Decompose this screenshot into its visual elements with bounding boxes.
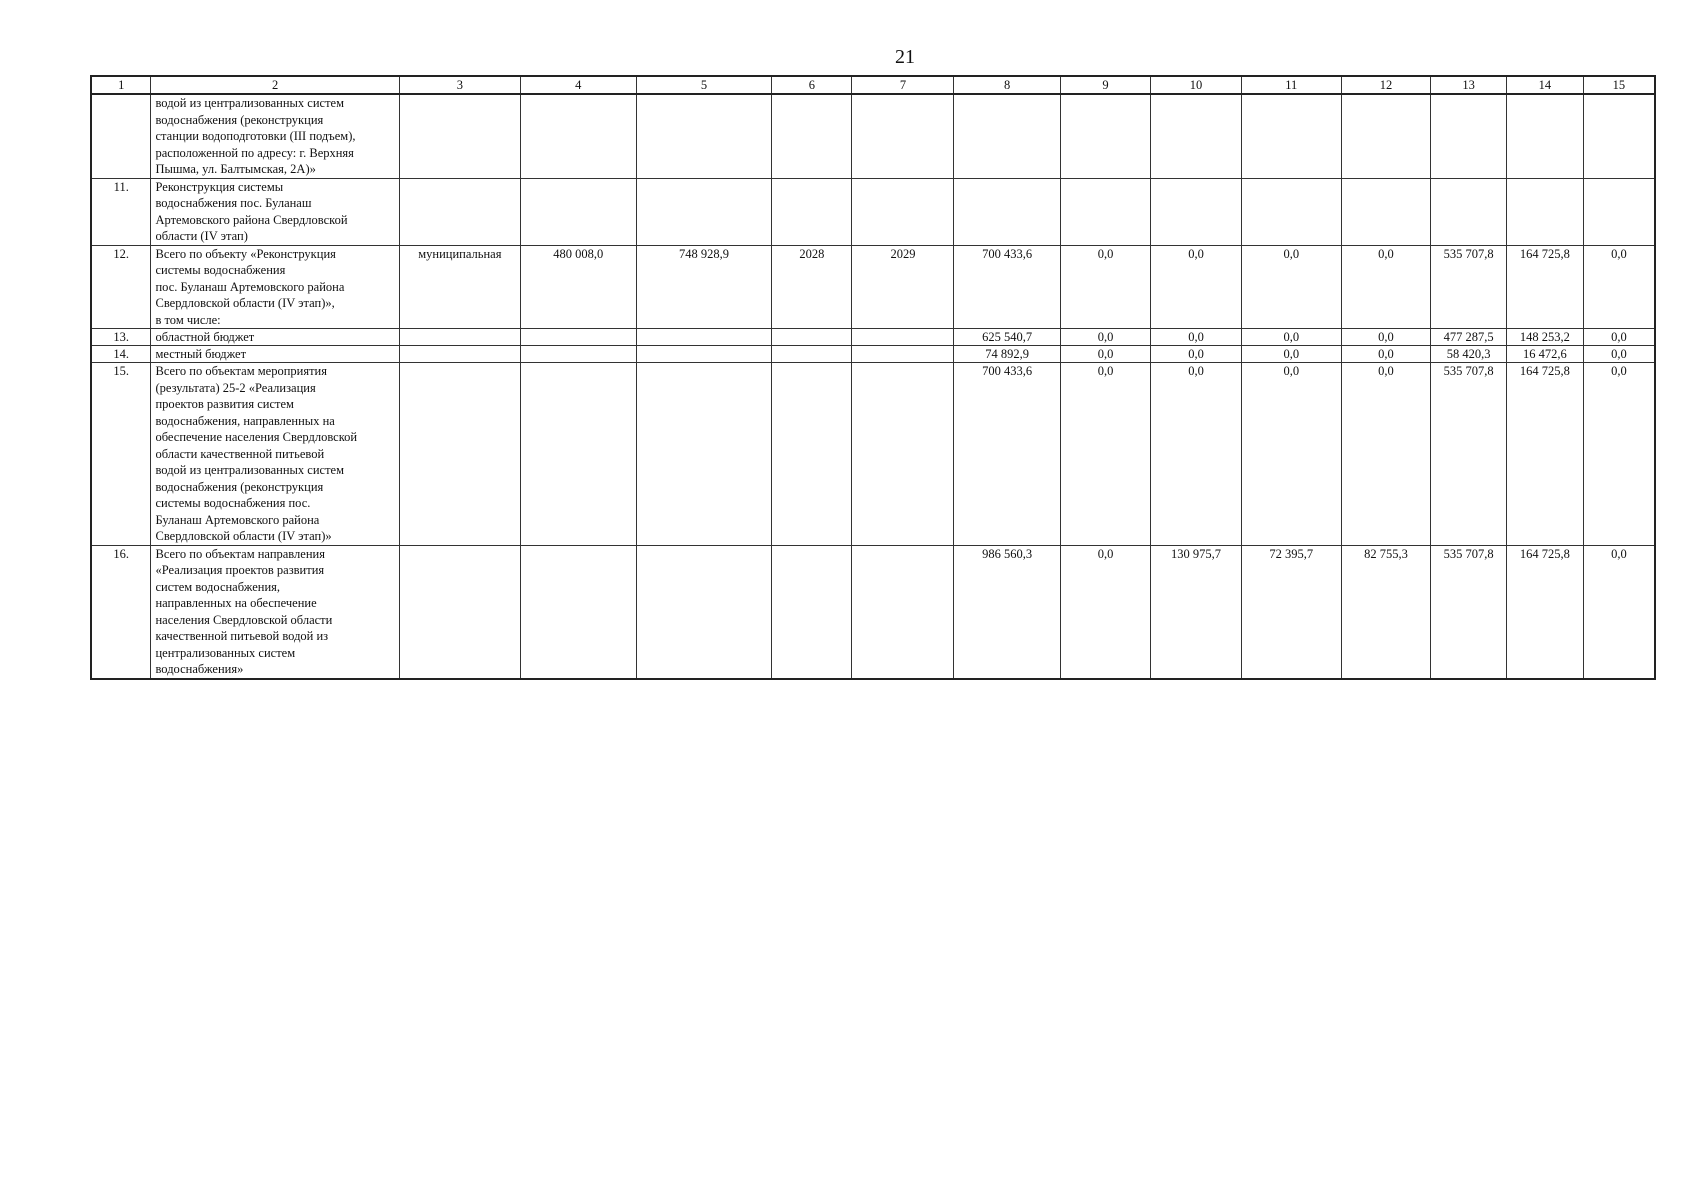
row-number-cell: 16. — [91, 545, 151, 679]
value-cell — [772, 363, 852, 546]
value-cell — [1506, 94, 1583, 178]
table-row — [91, 363, 1655, 546]
value-cell: 0,0 — [1151, 245, 1242, 329]
value-cell: 72 395,7 — [1241, 545, 1341, 679]
value-cell: 58 420,3 — [1431, 346, 1507, 363]
value-cell: 0,0 — [1341, 346, 1430, 363]
value-cell — [636, 178, 772, 245]
value-cell: 700 433,6 — [954, 245, 1060, 329]
value-cell: 0,0 — [1151, 363, 1242, 546]
value-cell — [399, 329, 520, 346]
value-cell: 748 928,9 — [636, 245, 772, 329]
column-header-15: 15 — [1583, 76, 1655, 94]
value-cell — [399, 363, 520, 546]
value-cell — [852, 346, 954, 363]
page-number: 21 — [895, 46, 915, 68]
column-header-13: 13 — [1431, 76, 1507, 94]
value-cell: 164 725,8 — [1506, 545, 1583, 679]
value-cell — [636, 545, 772, 679]
value-cell: 0,0 — [1151, 329, 1242, 346]
value-cell — [852, 363, 954, 546]
value-cell: 0,0 — [1060, 245, 1151, 329]
value-cell: 148 253,2 — [1506, 329, 1583, 346]
value-cell — [852, 94, 954, 178]
value-cell: 986 560,3 — [954, 545, 1060, 679]
value-cell — [636, 94, 772, 178]
value-cell — [636, 329, 772, 346]
value-cell — [520, 94, 636, 178]
table-body — [91, 94, 1655, 679]
value-cell: 0,0 — [1241, 363, 1341, 546]
value-cell — [399, 178, 520, 245]
value-cell: 0,0 — [1583, 329, 1655, 346]
value-cell: 0,0 — [1583, 363, 1655, 546]
value-cell: 74 892,9 — [954, 346, 1060, 363]
column-header-12: 12 — [1341, 76, 1430, 94]
value-cell — [520, 329, 636, 346]
value-cell — [636, 363, 772, 546]
value-cell — [520, 363, 636, 546]
row-number-cell: 11. — [91, 178, 151, 245]
header-row — [91, 76, 1655, 94]
description-cell: Всего по объекту «Реконструкция системы водоснабжения пос. Буланаш Артемовского района Свердловской области (IV этап)», в том числе: — [151, 245, 399, 329]
value-cell — [399, 94, 520, 178]
column-header-1: 1 — [91, 76, 151, 94]
description-cell: Реконструкция системы водоснабжения пос. Буланаш Артемовского района Свердловской области (IV этап) — [151, 178, 399, 245]
row-number-cell — [91, 94, 151, 178]
value-cell: 0,0 — [1060, 545, 1151, 679]
row-number-cell: 12. — [91, 245, 151, 329]
value-cell: 535 707,8 — [1431, 245, 1507, 329]
value-cell: 0,0 — [1583, 346, 1655, 363]
value-cell — [1583, 178, 1655, 245]
value-cell — [1151, 178, 1242, 245]
value-cell — [1431, 178, 1507, 245]
value-cell: 700 433,6 — [954, 363, 1060, 546]
value-cell — [520, 545, 636, 679]
row-number-cell: 14. — [91, 346, 151, 363]
value-cell — [772, 178, 852, 245]
value-cell — [399, 346, 520, 363]
value-cell: 535 707,8 — [1431, 545, 1507, 679]
column-header-3: 3 — [399, 76, 520, 94]
value-cell: 2028 — [772, 245, 852, 329]
value-cell: муниципальная — [399, 245, 520, 329]
value-cell — [852, 178, 954, 245]
table-row — [91, 245, 1655, 329]
description-cell: местный бюджет — [151, 346, 399, 363]
table-row — [91, 545, 1655, 679]
table-row — [91, 346, 1655, 363]
value-cell — [520, 346, 636, 363]
column-header-11: 11 — [1241, 76, 1341, 94]
value-cell — [1060, 178, 1151, 245]
column-header-6: 6 — [772, 76, 852, 94]
value-cell — [520, 178, 636, 245]
table-row — [91, 178, 1655, 245]
value-cell: 625 540,7 — [954, 329, 1060, 346]
value-cell — [772, 329, 852, 346]
value-cell: 0,0 — [1151, 346, 1242, 363]
value-cell — [1506, 178, 1583, 245]
column-header-9: 9 — [1060, 76, 1151, 94]
column-header-14: 14 — [1506, 76, 1583, 94]
value-cell: 477 287,5 — [1431, 329, 1507, 346]
value-cell — [772, 545, 852, 679]
value-cell: 0,0 — [1241, 245, 1341, 329]
value-cell: 2029 — [852, 245, 954, 329]
table-row — [91, 94, 1655, 178]
column-header-10: 10 — [1151, 76, 1242, 94]
value-cell — [852, 545, 954, 679]
column-header-7: 7 — [852, 76, 954, 94]
value-cell: 0,0 — [1060, 363, 1151, 546]
value-cell: 0,0 — [1583, 545, 1655, 679]
value-cell: 164 725,8 — [1506, 245, 1583, 329]
column-header-5: 5 — [636, 76, 772, 94]
value-cell — [772, 94, 852, 178]
value-cell: 82 755,3 — [1341, 545, 1430, 679]
value-cell: 0,0 — [1341, 245, 1430, 329]
table-row — [91, 329, 1655, 346]
budget-table — [90, 75, 1656, 680]
value-cell: 0,0 — [1060, 346, 1151, 363]
value-cell — [1060, 94, 1151, 178]
row-number-cell: 13. — [91, 329, 151, 346]
value-cell — [636, 346, 772, 363]
description-cell: водой из централизованных систем водоснабжения (реконструкция станции водоподготовки (III подъем), расположенной по адресу: г. Верхняя Пышма, ул. Балтымская, 2А)» — [151, 94, 399, 178]
value-cell: 130 975,7 — [1151, 545, 1242, 679]
description-cell: Всего по объектам направления «Реализация проектов развития систем водоснабжения, направленных на обеспечение населения Свердловской области качественной питьевой водой из централизованных систем водоснабжения» — [151, 545, 399, 679]
column-header-8: 8 — [954, 76, 1060, 94]
value-cell: 480 008,0 — [520, 245, 636, 329]
column-header-2: 2 — [151, 76, 399, 94]
value-cell: 16 472,6 — [1506, 346, 1583, 363]
value-cell: 0,0 — [1241, 346, 1341, 363]
row-number-cell: 15. — [91, 363, 151, 546]
value-cell — [1431, 94, 1507, 178]
value-cell — [1241, 178, 1341, 245]
value-cell — [399, 545, 520, 679]
description-cell: областной бюджет — [151, 329, 399, 346]
value-cell — [772, 346, 852, 363]
value-cell — [1583, 94, 1655, 178]
value-cell — [1151, 94, 1242, 178]
value-cell: 0,0 — [1583, 245, 1655, 329]
value-cell — [1341, 94, 1430, 178]
value-cell: 0,0 — [1341, 329, 1430, 346]
description-cell: Всего по объектам мероприятия (результата) 25-2 «Реализация проектов развития систем водоснабжения, направленных на обеспечение населения Свердловской области качественной питьевой водой из централизованных систем водоснабжения (реконструкция системы водоснабжения пос. Буланаш Артемовского района Свердловской области (IV этап)» — [151, 363, 399, 546]
value-cell — [1341, 178, 1430, 245]
value-cell: 0,0 — [1341, 363, 1430, 546]
column-header-4: 4 — [520, 76, 636, 94]
value-cell: 164 725,8 — [1506, 363, 1583, 546]
value-cell — [1241, 94, 1341, 178]
value-cell: 535 707,8 — [1431, 363, 1507, 546]
value-cell: 0,0 — [1060, 329, 1151, 346]
value-cell — [954, 178, 1060, 245]
value-cell: 0,0 — [1241, 329, 1341, 346]
value-cell — [852, 329, 954, 346]
value-cell — [954, 94, 1060, 178]
